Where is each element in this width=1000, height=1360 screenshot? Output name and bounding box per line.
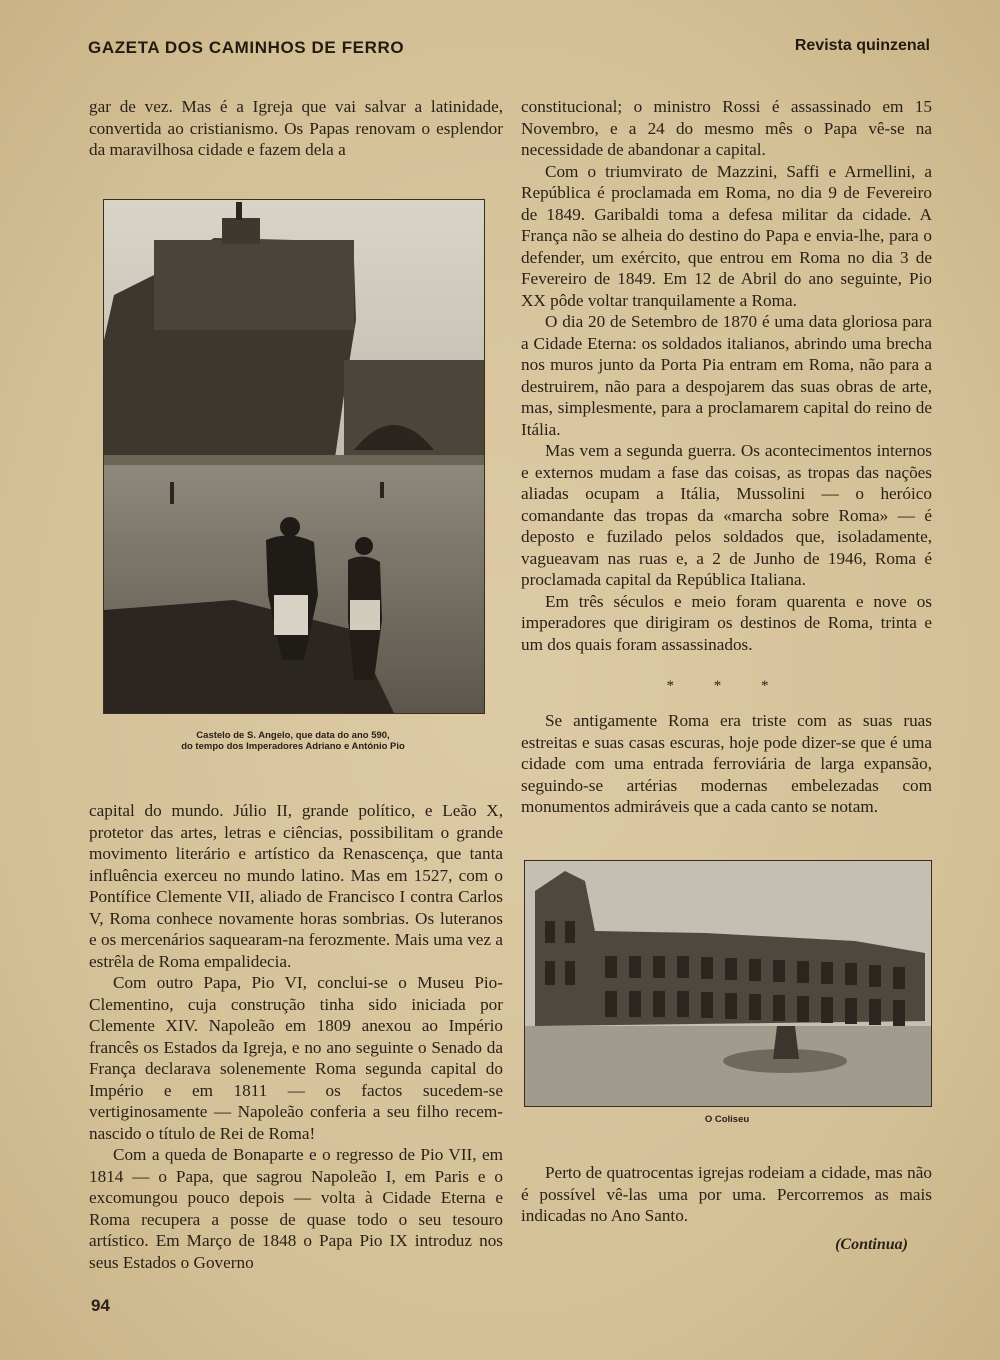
- column-2-middle-text: [521, 710, 932, 818]
- publication-title: GAZETA DOS CAMINHOS DE FERRO: [88, 38, 405, 57]
- column-2-top-text: [521, 96, 932, 655]
- page-number: 94: [91, 1296, 110, 1315]
- section-separator: * * *: [666, 678, 787, 694]
- caption-line: Castelo de S. Angelo, que data do ano 590,: [196, 730, 390, 741]
- paragraph: O dia 20 de Setembro de 1870 é uma data gloriosa para a Cidade Eterna: os soldados italianos, abrindo uma brecha nos muros junto da Porta Pia entram em Roma, não para a destruirem, não para a despojarem das suas obras de arte, mas, simplesmente, para a proclamarem capital do reino de Itália.: [521, 312, 932, 439]
- column-1-bottom-text: [89, 800, 503, 1273]
- paragraph: Em três séculos e meio foram quarenta e nove os imperadores que dirigiram os destinos de Roma, trinta e um dos quais foram assassinados.: [521, 591, 932, 654]
- figure-caption: [103, 730, 483, 752]
- paragraph: Perto de quatrocentas igrejas rodeiam a cidade, mas não é possível vê-las uma por uma. Percorremos as mais indicadas no Ano Santo.: [521, 1163, 932, 1225]
- column-2-bottom-text: [521, 1162, 932, 1227]
- paragraph: constitucional; o ministro Rossi é assassinado em 15 Novembro, e a 24 do mesmo mês o Papa vê-se na necessidade de abandonar a capital.: [521, 97, 932, 159]
- column-1-top-text: [89, 96, 503, 161]
- colosseum-photo: [524, 860, 932, 1107]
- continued-marker: (Continua): [835, 1236, 908, 1253]
- paragraph: Com a queda de Bonaparte e o regresso de Pio VII, em 1814 — o Papa, que sagrou Napoleão I, em Paris e o excomungou pouco depois — volta à Cidade Eterna e Roma recupera a posse de quase todo o seu tesouro artístico. Em Março de 1848 o Papa Pio IX introduz nos seus Estados o Governo: [89, 1145, 503, 1272]
- paragraph: capital do mundo. Júlio II, grande político, e Leão X, protetor das artes, letras e ciências, possibilitam o grande movimento literário e artístico da Renascença, que tanta influência exerceu no mundo latino. Mas em 1527, com o Pontífice Clemente VII, aliado de Francisco I contra Carlos V, Roma conhece novamente horas sombrias. Os luteranos e os mercenários saquearam-na ferozmente. Mais uma vez a estrêla de Roma empalidecia.: [89, 801, 503, 971]
- paragraph: Mas vem a segunda guerra. Os acontecimentos internos e externos mudam a fase das coisas, as tropas das nações aliadas ocupam a Itália, Mussolini — o heróico comandante das tropas da «marcha sobre Roma» — é deposto e fuzilado pelos soldados que, isoladamente, vagueavam nas ruas e, a 2 de Junho de 1946, Roma é proclamada capital da República Italiana.: [521, 441, 932, 589]
- paragraph: Com outro Papa, Pio VI, conclui-se o Museu Pio-Clementino, cuja construção tinha sido iniciada por Clemente XIV. Napoleão em 1809 anexou ao Império francês os Estados da Igreja, e no ano seguinte o Senado da França declarava solenemente Roma segunda capital do Império e em 1811 — os factos sucedem-se vertiginosamente — Napoleão conferia a seu filho recem-nascido o título de Rei de Roma!: [89, 973, 503, 1143]
- caption-line: do tempo dos Imperadores Adriano e António Pio: [181, 741, 405, 752]
- paragraph: Se antigamente Roma era triste com as suas ruas estreitas e suas casas escuras, hoje pode dizer-se que é uma cidade com uma entrada ferroviária de larga expansão, seguindo-se artérias modernas embelezadas com monumentos admiráveis que a cada canto se notam.: [521, 711, 932, 816]
- figure-caption: O Coliseu: [704, 1114, 750, 1125]
- publication-subtitle: Revista quinzenal: [794, 37, 930, 54]
- paragraph: gar de vez. Mas é a Igreja que vai salvar a latinidade, convertida ao cristianismo. Os Papas renovam o esplendor da maravilhosa cidade e fazem dela a: [89, 97, 503, 159]
- castel-sant-angelo-photo: [103, 199, 485, 714]
- paragraph: Com o triumvirato de Mazzini, Saffi e Armellini, a República é proclamada em Roma, no dia 9 de Fevereiro de 1849. Garibaldi toma a defesa militar da cidade. A França não se alheia do destino do Papa e envia-lhe, para o defender, um exército, que entrou em Roma no dia 3 de Fevereiro de 1849. Em 12 de Abril do ano seguinte, Pio XX pôde voltar tranquilamente a Roma.: [521, 161, 932, 310]
